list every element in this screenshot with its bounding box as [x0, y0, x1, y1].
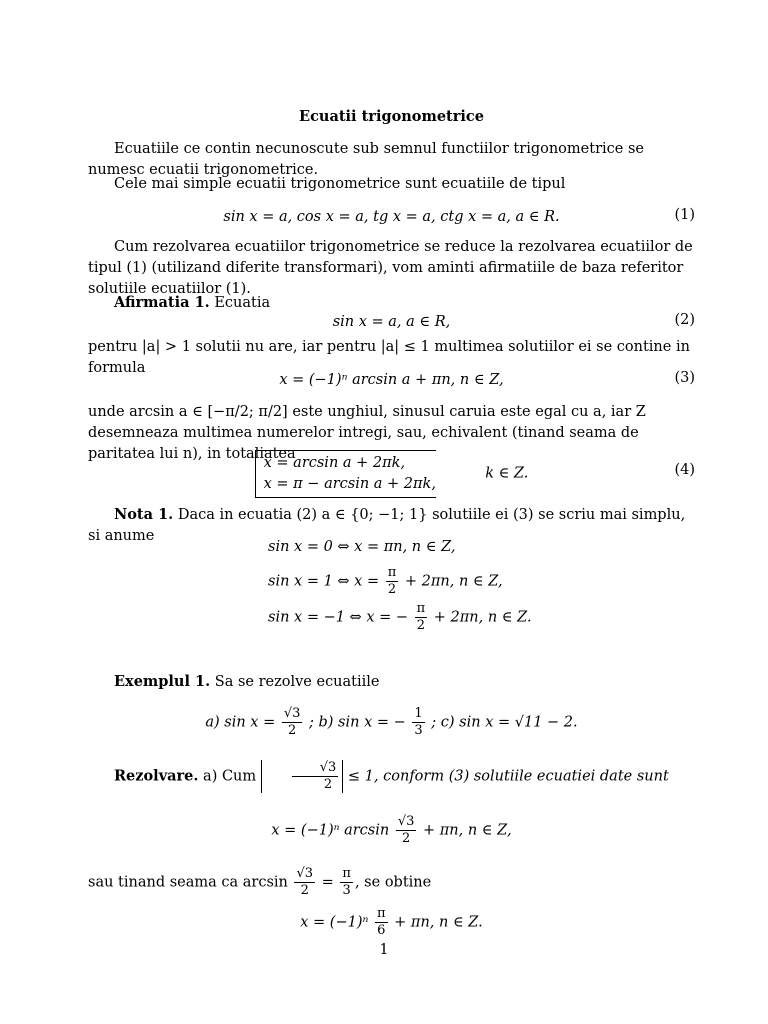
- fraction-sqrt3-over-2: $\frac{√3}{2}$: [283, 706, 301, 738]
- afirmatia-heading: [88, 292, 695, 314]
- equation-4: [88, 450, 695, 498]
- equation-2: [88, 312, 695, 333]
- paragraph-intro: Ecuatiile ce contin necunoscute sub semnul functiilor trigonometrice se numesc ecuatii trigonometrice.: [88, 141, 644, 178]
- nota-label: Nota 1.: [114, 506, 174, 523]
- exemplu-label: Exemplul 1.: [114, 673, 211, 690]
- equation-3-text: x = (−1)ⁿ arcsin a + πn, n ∈ Z,: [279, 372, 504, 388]
- exemplu-equations: [88, 706, 695, 739]
- rezolvare-label: Rezolvare.: [114, 767, 199, 785]
- rezolvare-equation-1: x = (−1)ⁿ arcsin $\frac{√3}{2}$ + πn, n ∈ Z,: [271, 814, 512, 846]
- equation-1-text: sin x = a, cos x = a, tg x = a, ctg x = a, a ∈ R.: [223, 209, 560, 225]
- fraction-1-over-3: $\frac{1}{3}$: [414, 706, 423, 738]
- rezolvare-equation-1-right: + πn, n ∈ Z,: [423, 822, 512, 839]
- equation-4-system: [255, 450, 436, 498]
- rezolvare-equation-2-right: + πn, n ∈ Z.: [394, 914, 483, 931]
- exemplu-b-left: ; b) sin x = −: [309, 714, 406, 731]
- nota-equation-3-right: + 2πn, n ∈ Z.: [433, 609, 532, 626]
- equation-3-number: (3): [674, 370, 695, 386]
- nota-equation-1: [268, 537, 688, 558]
- exemplu-text: Sa se rezolve ecuatiile: [214, 674, 380, 690]
- afirmatia-text: Ecuatia: [214, 295, 271, 311]
- paragraph-solutions: pentru |a| > 1 solutii nu are, iar pentru |a| ≤ 1 multimea solutiilor ei se contine in formula: [88, 339, 690, 376]
- rezolvare-equation-2-left: x = (−1)ⁿ: [300, 914, 369, 931]
- equation-4-line1: x = arcsin a + 2πk,: [263, 455, 406, 471]
- fraction-pi-over-2: $\frac{\pi}{2}$: [387, 565, 397, 597]
- nota-equation-2: [268, 565, 688, 598]
- afirmatia-label: Afirmatia 1.: [114, 294, 210, 311]
- rezolvare-equation-2: x = (−1)ⁿ $\frac{\pi}{6}$ + πn, n ∈ Z.: [300, 906, 483, 938]
- nota-text: Daca in ecuatia (2) a ∈ {0; −1; 1} solutiile ei (3) se scriu mai simplu, si anume: [88, 507, 686, 544]
- exemplu-heading: [88, 671, 695, 693]
- nota-equation-2-right: + 2πn, n ∈ Z,: [404, 573, 503, 590]
- rezolvare-condition: ≤ 1, conform (3) solutiile ecuatiei date sunt: [347, 768, 669, 785]
- equation-3: [88, 370, 695, 391]
- fraction-pi-over-2-neg: $\frac{\pi}{2}$: [416, 601, 426, 633]
- page-title: Ecuatii trigonometrice: [299, 108, 484, 125]
- nota-equation-3: [268, 601, 688, 634]
- equation-2-text: sin x = a, a ∈ R,: [332, 314, 451, 330]
- absolute-value: $\frac{√3}{2}$: [261, 760, 344, 793]
- rezolvare-note: sau tinand seama ca arcsin $\frac{√3}{2}$ = $\frac{\pi}{3}$ , se obtine: [88, 866, 432, 898]
- nota-equation-2-left: sin x = 1 ⇔ x =: [268, 573, 380, 590]
- equation-4-condition: k ∈ Z.: [485, 465, 529, 482]
- paragraph-reduction: Cum rezolvarea ecuatiilor trigonometrice se reduce la rezolvarea ecuatiilor de tipul (1) (utilizand diferite transformari), vom aminti afirmatiile de baza referitor solutiile ecuatiilor (1).: [88, 239, 693, 297]
- equation-4-number: (4): [674, 462, 695, 478]
- paragraph-arcsin: unde arcsin a ∈ [−π/2; π/2] este unghiul, sinusul caruia este egal cu a, iar Z desemneaza multimea numerelor intregi, sau, echivalent (tinand seama de paritatea lui n), in totaliatea: [88, 404, 646, 462]
- exemplu-a-left: a) sin x =: [205, 714, 276, 731]
- paragraph-simple: Cele mai simple ecuatii trigonometrice sunt ecuatiile de tipul: [114, 176, 566, 192]
- nota-equation-3-left: sin x = −1 ⇔ x = −: [268, 609, 409, 626]
- equation-1-number: (1): [674, 207, 695, 223]
- equation-2-number: (2): [674, 312, 695, 328]
- nota-equation-1-text: sin x = 0 ⇔ x = πn, n ∈ Z,: [268, 539, 456, 555]
- rezolvare-note-text: sau tinand seama ca arcsin: [88, 874, 288, 891]
- rezolvare-paragraph: [88, 760, 695, 793]
- rezolvare-equation-1-left: x = (−1)ⁿ arcsin: [271, 822, 390, 839]
- page-number: 1: [379, 942, 389, 958]
- rezolvare-a: a) Cum: [203, 768, 257, 785]
- equation-4-line2: x = π − arcsin a + 2πk,: [263, 476, 436, 492]
- exemplu-c: ; c) sin x = √11 − 2.: [431, 714, 578, 731]
- equation-1: [88, 207, 695, 228]
